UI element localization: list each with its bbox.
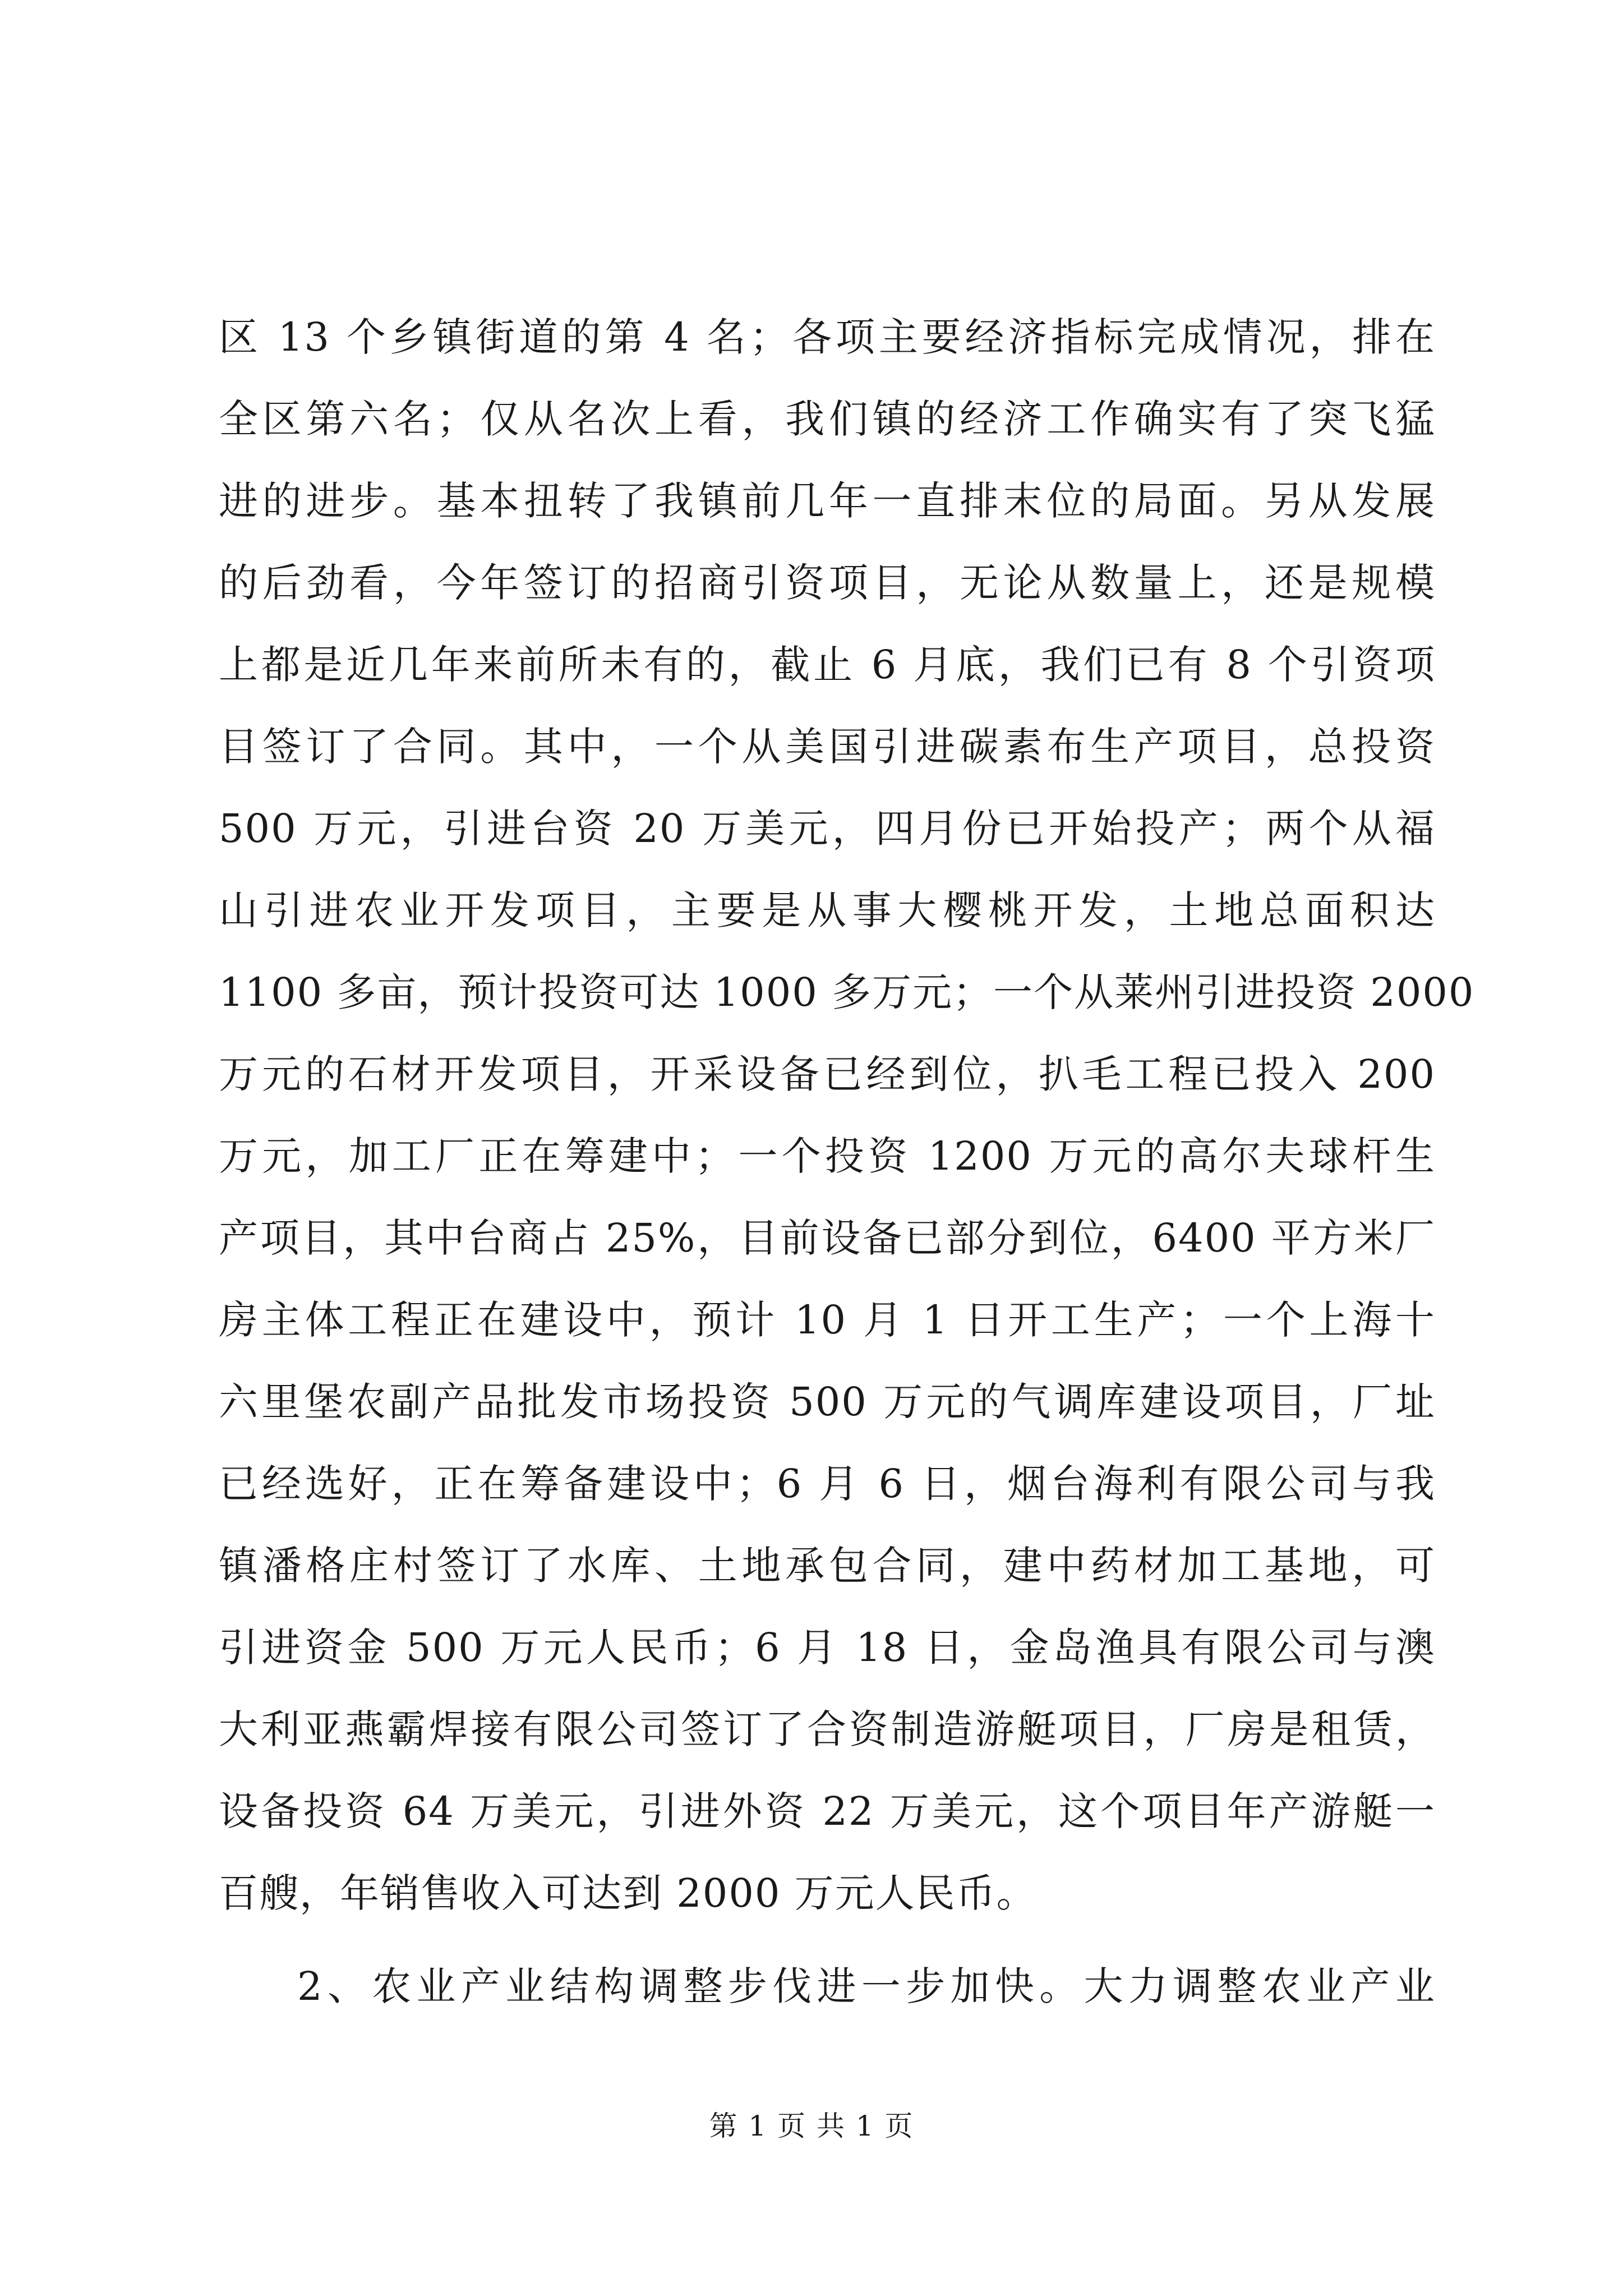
- text-line: 镇潘格庄村签订了水库、土地承包合同，建中药材加工基地，可: [219, 1543, 1436, 1589]
- text-line: 的后劲看，今年签订的招商引资项目，无论从数量上，还是规模: [219, 560, 1436, 606]
- text-line: 区 13 个乡镇街道的第 4 名；各项主要经济指标完成情况，排在: [219, 314, 1436, 360]
- text-line: 目签订了合同。其中，一个从美国引进碳素布生产项目，总投资: [219, 724, 1436, 770]
- text-line: 进的进步。基本扭转了我镇前几年一直排末位的局面。另从发展: [219, 478, 1436, 524]
- text-line: 引进资金 500 万元人民币；6 月 18 日，金岛渔具有限公司与澳: [219, 1625, 1436, 1671]
- body-text: [219, 296, 1475, 2027]
- paragraph-gap: [219, 1934, 1436, 1945]
- text-line: 百艘，年销售收入可达到 2000 万元人民币。: [219, 1870, 1037, 1916]
- text-line: 山引进农业开发项目，主要是从事大樱桃开发，土地总面积达: [219, 887, 1436, 933]
- text-line: 2、农业产业结构调整步伐进一步加快。大力调整农业产业: [297, 1963, 1436, 2009]
- text-line: 产项目，其中台商占 25%，目前设备已部分到位，6400 平方米厂: [219, 1215, 1436, 1261]
- text-line: 全区第六名；仅从名次上看，我们镇的经济工作确实有了突飞猛: [219, 396, 1436, 442]
- text-line: 1100 多亩，预计投资可达 1000 多万元；一个从莱州引进投资 2000: [219, 969, 1475, 1015]
- text-line: 万元的石材开发项目，开采设备已经到位，扒毛工程已投入 200: [219, 1051, 1436, 1097]
- text-line: 上都是近几年来前所未有的，截止 6 月底，我们已有 8 个引资项: [219, 642, 1436, 688]
- text-line: 500 万元，引进台资 20 万美元，四月份已开始投产；两个从福: [219, 806, 1436, 852]
- text-line: 大利亚燕霸焊接有限公司签订了合资制造游艇项目，厂房是租赁，: [219, 1706, 1436, 1752]
- text-line: 房主体工程正在建设中，预计 10 月 1 日开工生产；一个上海十: [219, 1297, 1436, 1343]
- text-line: 已经选好，正在筹备建设中；6 月 6 日，烟台海利有限公司与我: [219, 1461, 1436, 1507]
- text-line: 万元，加工厂正在筹建中；一个投资 1200 万元的高尔夫球杆生: [219, 1133, 1436, 1179]
- text-line: 设备投资 64 万美元，引进外资 22 万美元，这个项目年产游艇一: [219, 1788, 1436, 1834]
- page-footer: 第 1 页 共 1 页: [709, 2110, 914, 2142]
- text-line: 六里堡农副产品批发市场投资 500 万元的气调库建设项目，厂址: [219, 1379, 1436, 1425]
